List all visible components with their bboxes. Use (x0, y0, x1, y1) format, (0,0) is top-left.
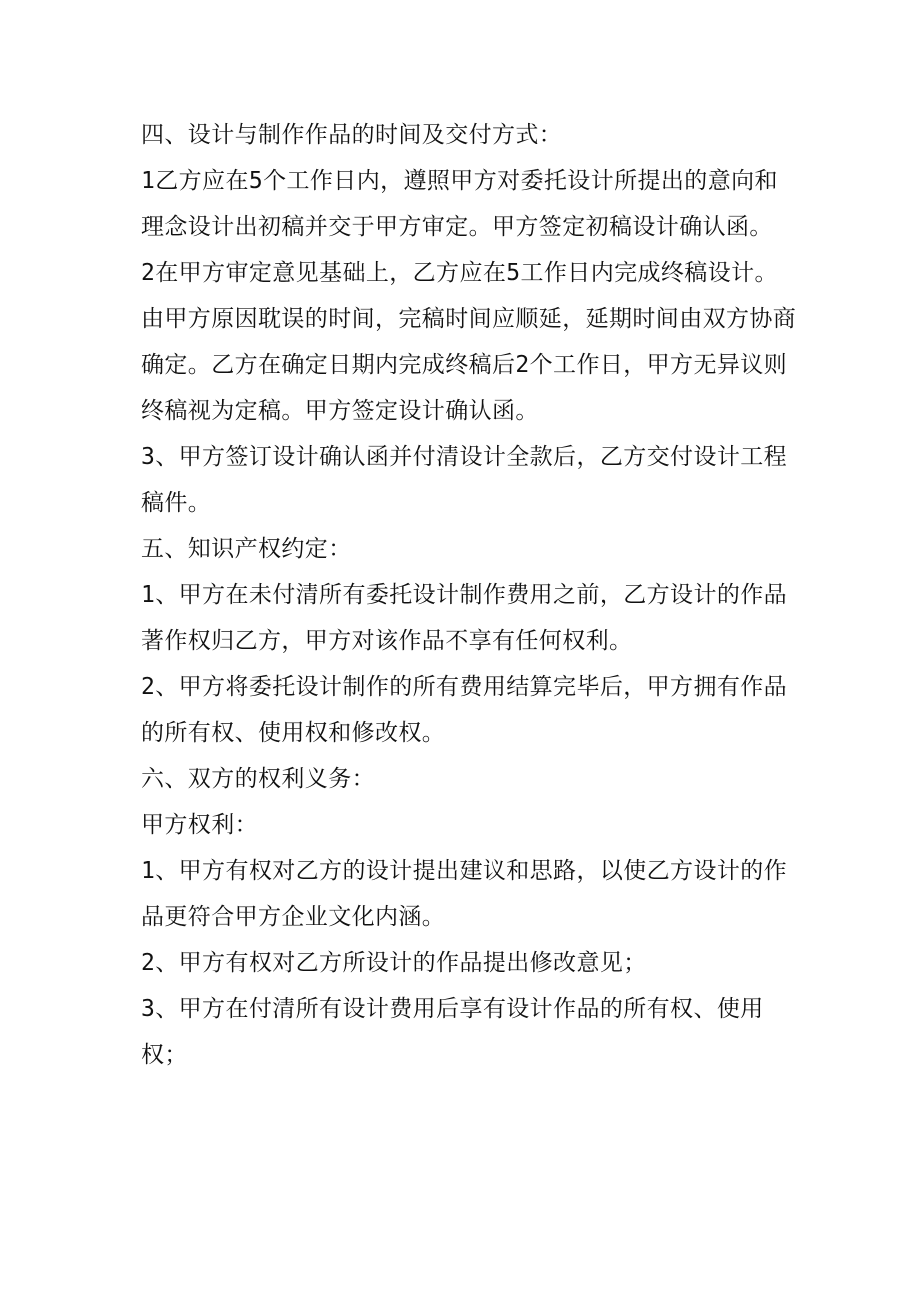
clause-paragraph: 3、甲方在付清所有设计费用后享有设计作品的所有权、使用权； (141, 996, 764, 1068)
clause-paragraph: 1、甲方有权对乙方的设计提出建议和思路，以使乙方设计的作品更符合甲方企业文化内涵。 (141, 858, 788, 930)
clause-paragraph: 2、甲方将委托设计制作的所有费用结算完毕后，甲方拥有作品的所有权、使用权和修改权。 (141, 674, 788, 746)
clause-paragraph: 3、甲方签订设计确认函并付清设计全款后，乙方交付设计工程稿件。 (141, 444, 788, 516)
section-heading-ip: 五、知识产权约定： (141, 536, 352, 562)
subheading-party-a-rights: 甲方权利： (141, 812, 258, 838)
clause-paragraph: 1乙方应在5个工作日内，遵照甲方对委托设计所提出的意向和理念设计出初稿并交于甲方审定。甲方签定初稿设计确认函。 (141, 168, 778, 240)
clause-paragraph: 2在甲方审定意见基础上，乙方应在5工作日内完成终稿设计。由甲方原因耽误的时间，完稿时间应顺延，延期时间由双方协商确定。乙方在确定日期内完成终稿后2个工作日，甲方无异议则终稿视为定稿。甲方签定设计确认函。 (141, 260, 797, 424)
document-body (141, 112, 801, 1078)
clause-paragraph: 2、甲方有权对乙方所设计的作品提出修改意见； (141, 950, 647, 976)
section-heading-rights: 六、双方的权利义务： (141, 766, 375, 792)
clause-paragraph: 1、甲方在未付清所有委托设计制作费用之前，乙方设计的作品著作权归乙方，甲方对该作品不享有任何权利。 (141, 582, 788, 654)
section-heading-delivery: 四、设计与制作作品的时间及交付方式： (141, 122, 563, 148)
